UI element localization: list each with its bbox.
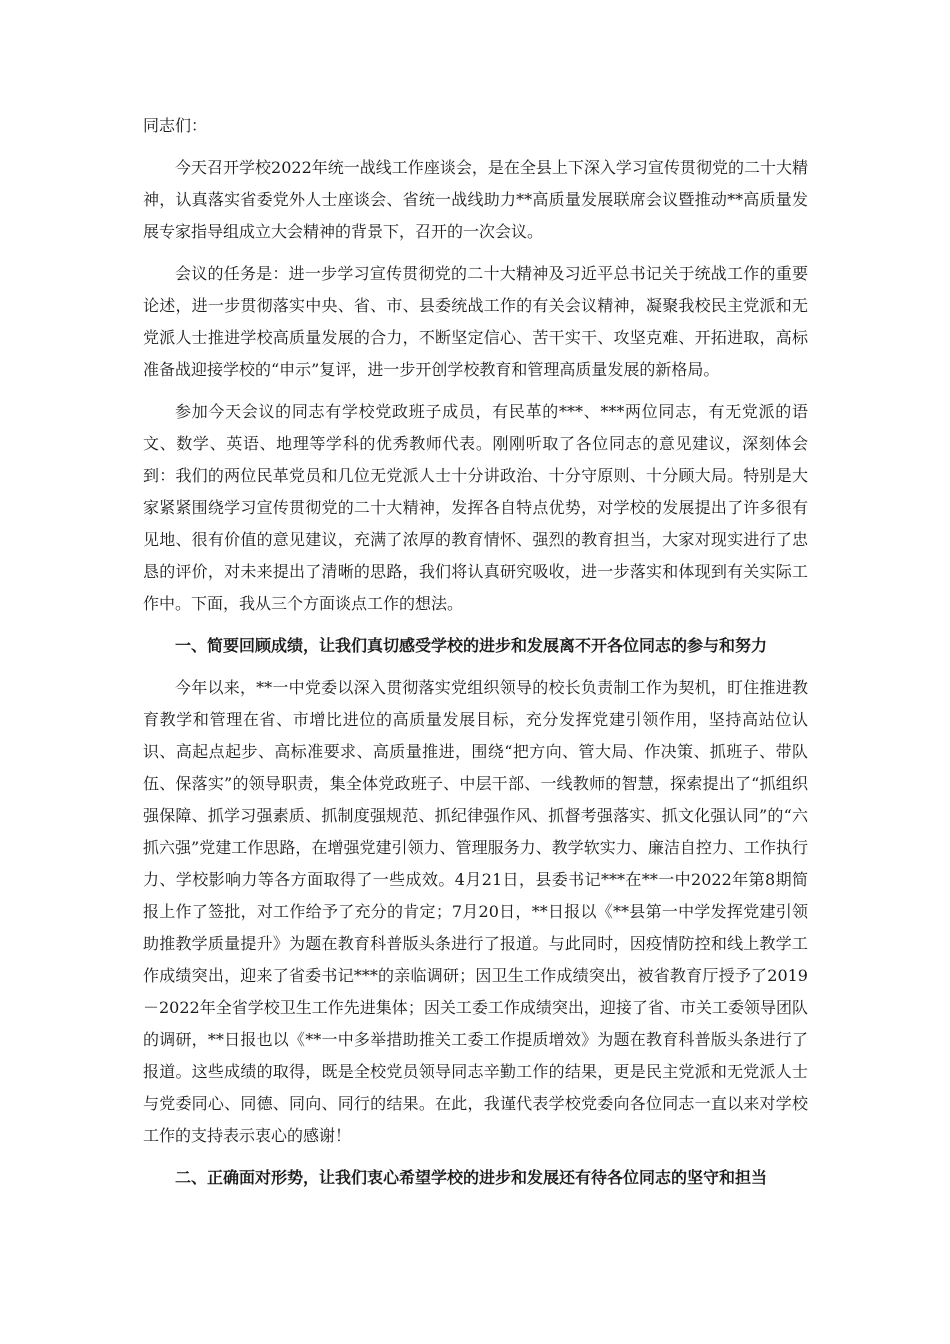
salutation: 同志们： xyxy=(143,116,208,135)
section-heading-1: 一、简要回顾成绩，让我们真切感受学校的进步和发展离不开各位同志的参与和努力 xyxy=(175,636,768,655)
paragraph-meeting-background: 今天召开学校2022年统一战线工作座谈会，是在全县上下深入学习宣传贯彻党的二十大精神，认真落实省委党外人士座谈会、省统一战线助力**高质量发展联席会议暨推动**高质量发展专家指导组成立大会精神的背景下，召开的一次会议。 xyxy=(143,158,808,241)
paragraph-achievements: 今年以来，**一中党委以深入贯彻落实党组织领导的校长负责制工作为契机，盯住推进教育教学和管理在省、市增比进位的高质量发展目标，充分发挥党建引领作用，坚持高站位认识、高起点起步、高标准要求、高质量推进，围绕“把方向、管大局、作决策、抓班子、带队伍、保落实”的领导职责，集全体党政班子、中层干部、一线教师的智慧，探索提出了“抓组织强保障、抓学习强素质、抓制度强规范、抓纪律强作风、抓督考强落实、抓文化强认同”的“六抓六强”党建工作思路，在增强党建引领力、管理服务力、教学软实力、廉洁自控力、工作执行力、学校影响力等各方面取得了一些成效。4月21日，县委书记***在**一中2022年第8期简报上作了签批，对工作给予了充分的肯定；7月20日，**日报以《**县第一中学发挥党建引领助推教学质量提升》为题在教育科普版头条进行了报道。与此同时，因疫情防控和线上教学工作成绩突出，迎来了省委书记***的亲临调研；因卫生工作成绩突出，被省教育厅授予了2019－2022年全省学校卫生工作先进集体；因关工委工作成绩突出，迎接了省、市关工委领导团队的调研，**日报也以《**一中多举措助推关工委工作提质增效》为题在教育科普版头条进行了报道。这些成绩的取得，既是全校党员领导同志辛勤工作的结果，更是民主党派和无党派人士与党委同心、同德、同向、同行的结果。在此，我谨代表学校党委向各位同志一直以来对学校工作的支持表示衷心的感谢！ xyxy=(143,678,808,1145)
document-page xyxy=(143,110,808,1204)
paragraph-meeting-tasks: 会议的任务是：进一步学习宣传贯彻党的二十大精神及习近平总书记关于统战工作的重要论述，进一步贯彻落实中央、省、市、县委统战工作的有关会议精神，凝聚我校民主党派和无党派人士推进学校高质量发展的合力，不断坚定信心、苦干实干、攻坚克难、开拓进取，高标准备战迎接学校的“申示”复评，进一步开创学校教育和管理高质量发展的新格局。 xyxy=(143,264,808,379)
paragraph-attendees: 参加今天会议的同志有学校党政班子成员，有民革的***、***两位同志，有无党派的语文、数学、英语、地理等学科的优秀教师代表。刚刚听取了各位同志的意见建议，深刻体会到：我们的两位民革党员和几位无党派人士十分讲政治、十分守原则、十分顾大局。特别是大家紧紧围绕学习宣传贯彻党的二十大精神，发挥各自特点优势，对学校的发展提出了许多很有见地、很有价值的意见建议，充满了浓厚的教育情怀、强烈的教育担当，大家对现实进行了忠恳的评价，对未来提出了清晰的思路，我们将认真研究吸收，进一步落实和体现到有关实际工作中。下面，我从三个方面谈点工作的想法。 xyxy=(143,402,808,613)
section-heading-2: 二、正确面对形势，让我们衷心希望学校的进步和发展还有待各位同志的坚守和担当 xyxy=(175,1168,768,1187)
